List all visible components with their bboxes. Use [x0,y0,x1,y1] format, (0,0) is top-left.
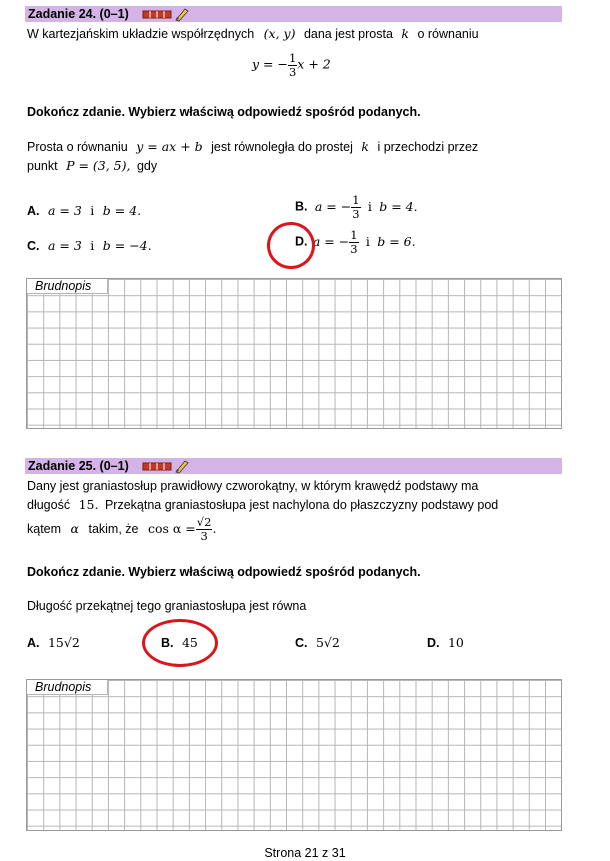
task25-option-a[interactable] [27,635,80,651]
stem-k: k [361,139,369,154]
task24-intro-line [27,26,479,42]
task25-line3 [27,516,216,543]
task24-option-c[interactable] [27,238,152,254]
cos-num: √2 [196,515,212,529]
stem5: gdy [136,159,158,173]
eq-right: x + 2 [297,56,331,72]
page-number: Strona 21 z 31 [264,846,346,860]
frac-den: 3 [352,207,360,221]
answer-mark-circle [267,222,315,269]
task25-stem: Długość przekątnej tego graniastosłupa jest równa [27,599,307,613]
task24-intro3: o równaniu [417,27,479,41]
task25-line2 [27,497,498,513]
stem2: jest równoległa do prostej [211,140,353,154]
eq-fraction [288,52,297,79]
option-letter: C. [295,636,308,650]
eq-left: y = − [252,56,288,72]
alpha: α [70,520,79,536]
option-letter: D. [427,636,440,650]
stem-eq: y = ax + b [136,139,203,154]
scratch-label: Brudnopis [27,680,108,695]
option-value: 15√2 [47,635,80,650]
frac-num: 1 [350,228,358,242]
option-conj: i [90,238,95,253]
task24-stem-line1 [27,139,478,155]
task24-line-equation [252,52,331,79]
option-b-value: b = 6. [377,233,416,249]
task24-intro: W kartezjańskim układzie współrzędnych [27,27,255,41]
option-a-value: a = 3 [47,203,82,218]
frac-num: 1 [352,193,360,207]
pencil-icon [141,7,189,22]
option-letter: A. [27,204,40,218]
task24-instruction: Dokończ zdanie. Wybierz właściwą odpowiedź spośród podanych. [27,105,421,119]
task24-option-a[interactable] [27,203,141,219]
frac-den: 3 [350,242,358,256]
stem4: punkt [27,159,58,173]
cos-dot: . [212,520,217,536]
task25-option-d[interactable] [427,635,464,651]
stem3: i przechodzi przez [377,140,479,154]
line3a: kątem [27,521,62,536]
option-b-value: b = 4. [102,203,142,218]
line2a: długość [27,498,71,512]
eq-num: 1 [288,51,297,65]
line3b: takim, że [88,521,139,536]
answer-mark-circle [142,619,218,667]
task25-option-c[interactable] [295,635,340,651]
cos-label: cos α = [147,520,196,536]
task25-line1: Dany jest graniastosłup prawidłowy czworokątny, w którym krawędź podstawy ma [27,479,479,493]
task24-title: Zadanie 24. (0–1) [28,7,129,21]
task24-k: k [401,26,409,41]
option-letter: A. [27,636,40,650]
option-value: 10 [447,635,464,650]
option-letter: B. [295,199,308,214]
option-value: 45 [181,635,198,650]
option-b-value: b = 4. [379,198,418,214]
cos-fraction [196,516,213,543]
task25-scratch-grid[interactable] [26,679,562,831]
eq-den: 3 [288,65,297,79]
option-a-value: a = 3 [47,238,82,253]
task24-stem-line2 [27,158,157,174]
option-fraction [351,194,360,221]
pencil-icon [141,459,189,474]
task24-scratch-grid[interactable] [26,278,562,429]
stem-point: P = (3, 5), [66,158,131,173]
task25-header [25,458,562,474]
option-letter: C. [27,239,40,253]
option-letter: B. [161,636,174,650]
task24-option-b[interactable] [295,194,418,221]
option-conj: i [90,203,95,218]
scratch-label: Brudnopis [27,279,108,294]
option-a-value: a = − [312,233,350,249]
option-b-value: b = −4. [102,238,152,253]
cos-den: 3 [200,529,208,543]
task24-header [25,6,562,22]
option-conj: i [367,198,372,214]
line2b: 15. [78,497,99,512]
stem1: Prosta o równaniu [27,140,128,154]
line2c: Przekątna graniastosłupa jest nachylona do płaszczyzny podstawy pod [104,498,499,512]
option-a-value: a = − [314,198,352,214]
option-conj: i [365,233,370,249]
task25-title: Zadanie 25. (0–1) [28,459,129,473]
task24-coords: (x, y) [263,26,296,41]
option-letter: D. [295,234,308,249]
option-value: 5√2 [315,635,340,650]
task24-intro2: dana jest prosta [303,27,393,41]
option-fraction [349,229,358,256]
task25-instruction: Dokończ zdanie. Wybierz właściwą odpowiedź spośród podanych. [27,565,421,579]
